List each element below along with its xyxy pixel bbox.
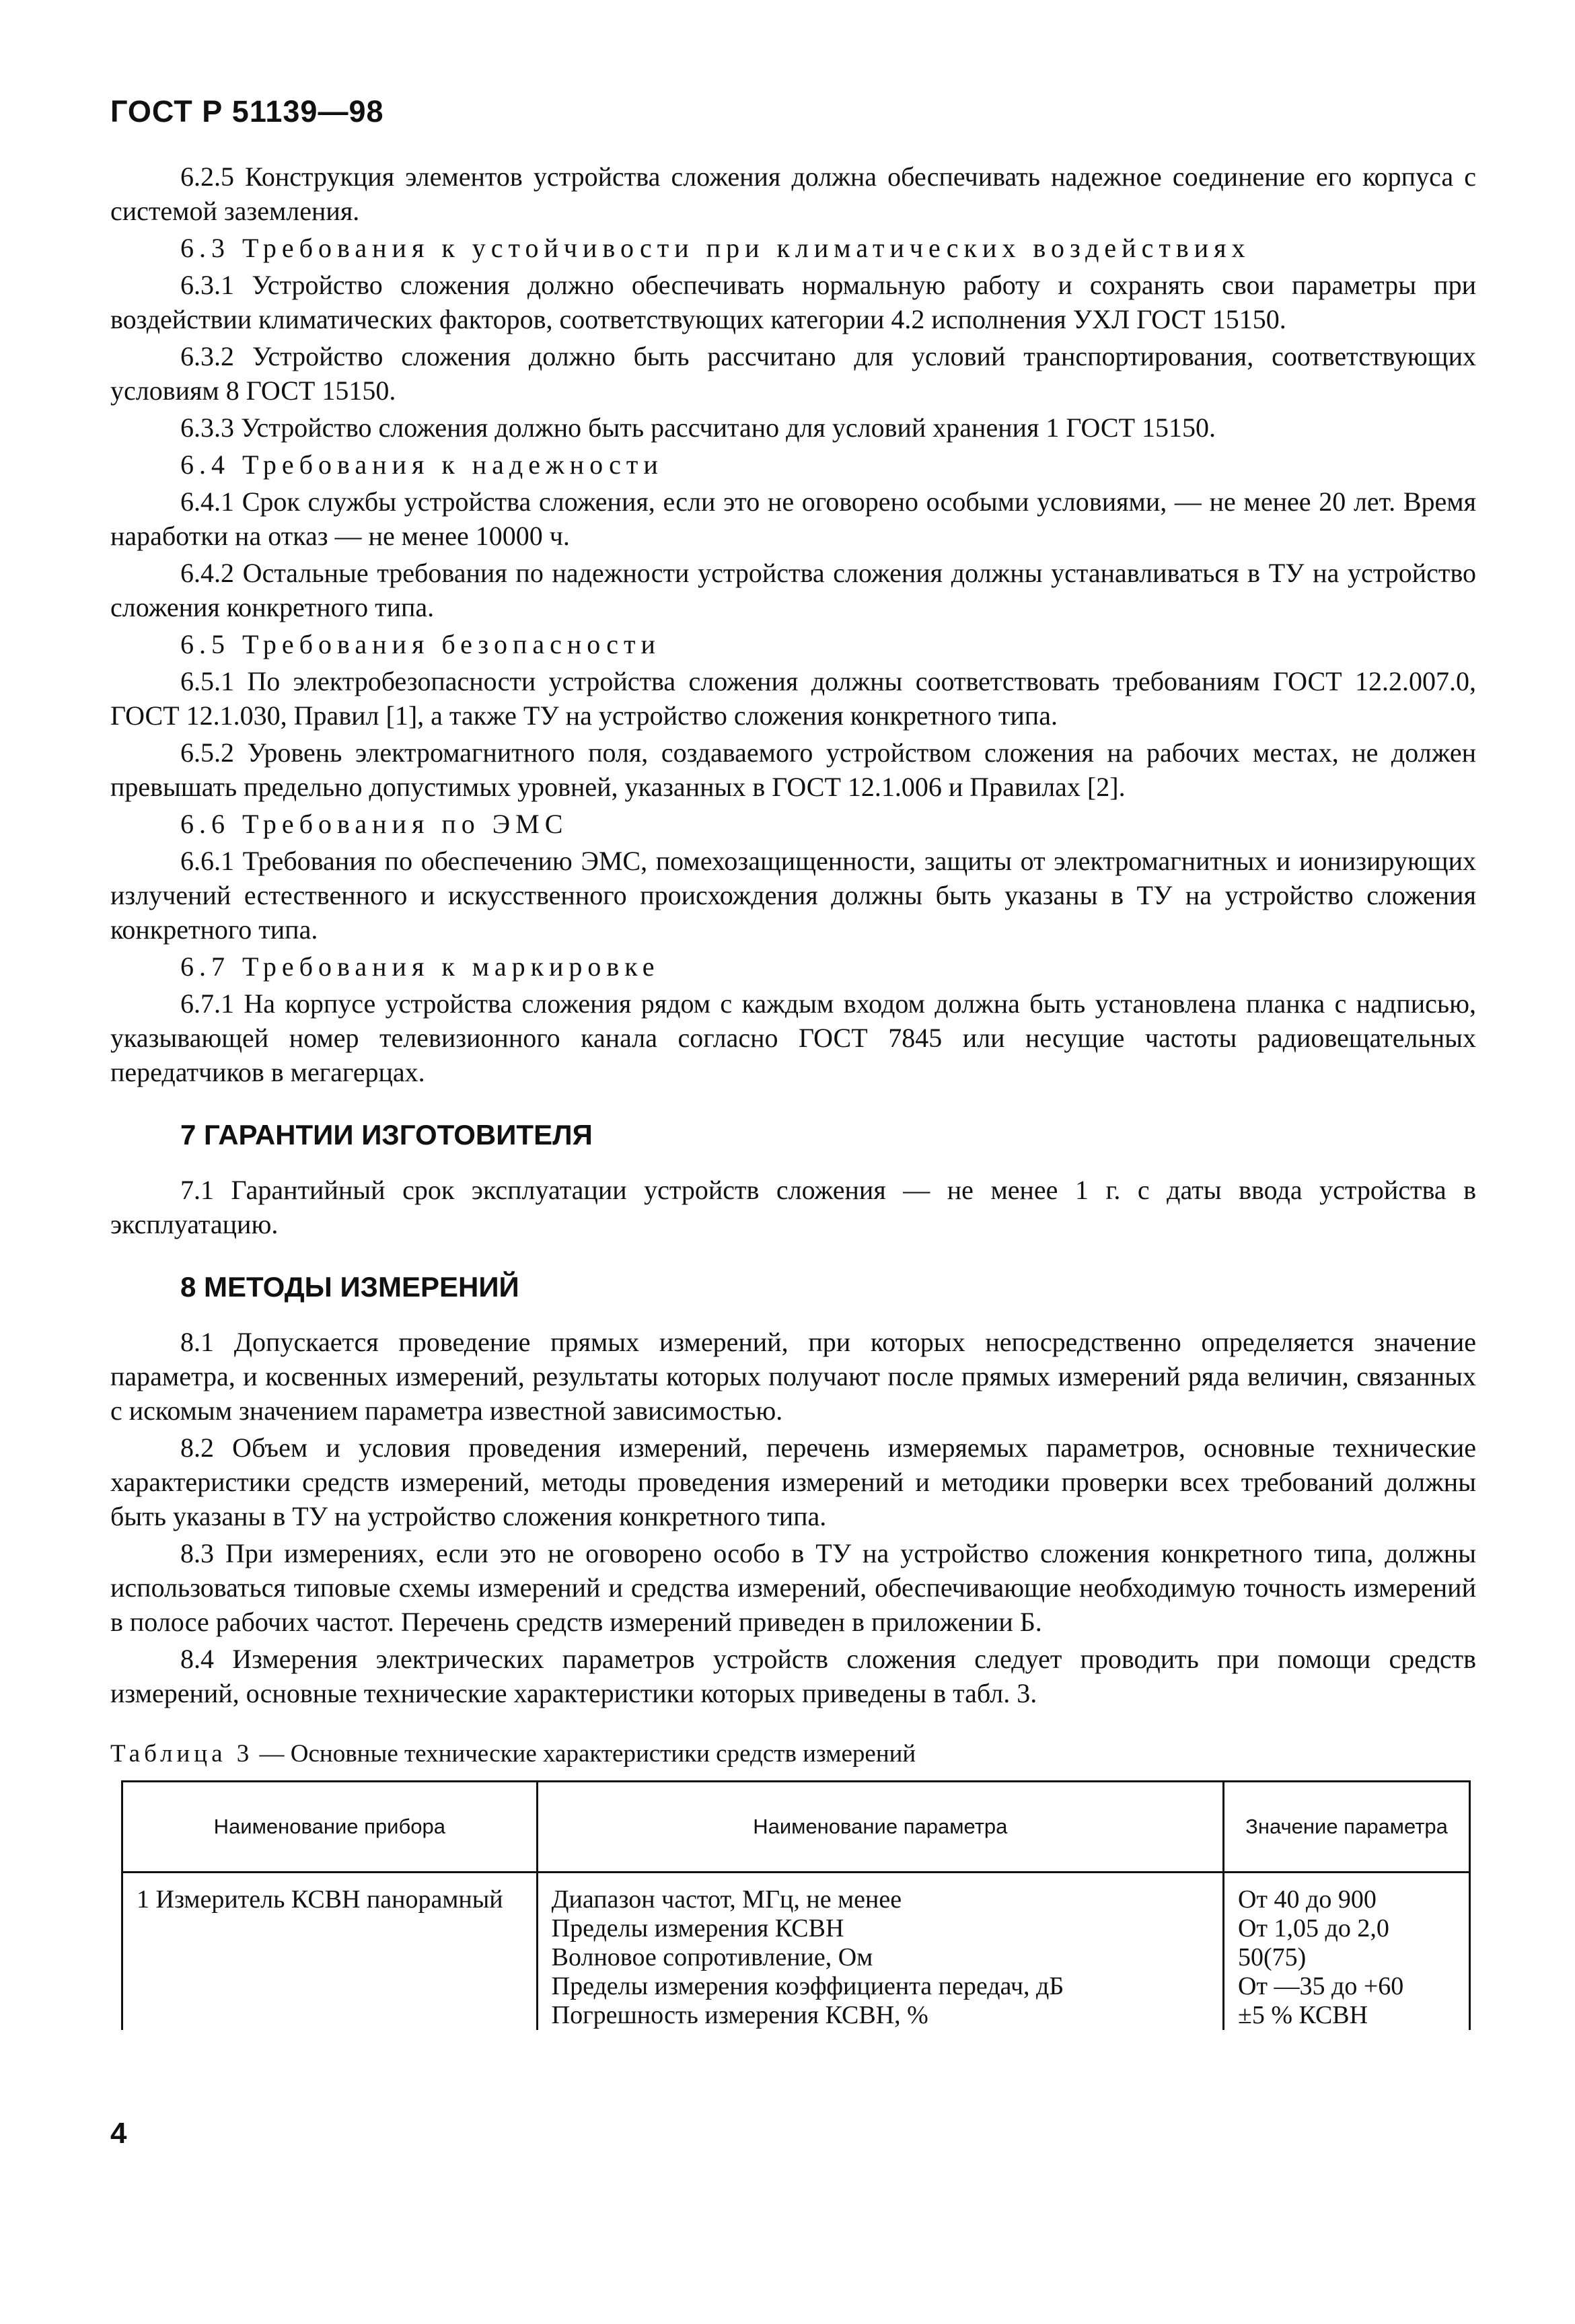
paragraph: 6.4.1 Срок службы устройства сложения, если это не оговорено особыми условиями, — не менее 20 лет. Время наработки на отказ — не менее 10000 ч. <box>110 486 1476 551</box>
table-header-cell: Наименование параметра <box>537 1782 1223 1873</box>
param-name: Погрешность измерения КСВН, % <box>551 2001 928 2029</box>
param-value: От 40 до 900 <box>1237 1885 1377 1914</box>
param-value: 50(75) <box>1237 1943 1307 1971</box>
document-header: ГОСТ Р 51139—98 <box>110 94 384 129</box>
table-cell-values <box>1223 1873 1469 2031</box>
paragraph: 6.3.2 Устройство сложения должно быть рассчитано для условий транспортирования, соответствующих условиям 8 ГОСТ 15150. <box>110 341 1476 406</box>
body-text <box>110 159 1476 1713</box>
param-name: Пределы измерения КСВН <box>551 1914 844 1942</box>
param-name: Волновое сопротивление, Ом <box>551 1943 873 1971</box>
paragraph: 7.1 Гарантийный срок эксплуатации устройств сложения — не менее 1 г. с даты ввода устройства в эксплуатацию. <box>110 1175 1476 1239</box>
paragraph: 8.1 Допускается проведение прямых измерений, при которых непосредственно определяется значение параметра, и косвенных измерений, результаты которых получают после прямых измерений ряда величин, связанных с искомым значением параметра известной зависимостью. <box>110 1327 1476 1426</box>
param-value: От 1,05 до 2,0 <box>1237 1914 1389 1942</box>
paragraph: 6.6.1 Требования по обеспечению ЭМС, помехозащищенности, защиты от электромагнитных и ионизирующих излучений естественного и искусственного происхождения должны быть указаны в ТУ на устройство сложения конкретного типа. <box>110 846 1476 945</box>
paragraph: 8.2 Объем и условия проведения измерений, перечень измеряемых параметров, основные технические характеристики средств измерений, методы проведения измерений и методики проверки всех требований должны быть указаны в ТУ на устройство сложения конкретного типа. <box>110 1432 1476 1531</box>
table-header-row <box>122 1782 1470 1873</box>
param-name: Пределы измерения коэффициента передач, дБ <box>551 1972 1064 2000</box>
section-8-heading: 8 МЕТОДЫ ИЗМЕРЕНИЙ <box>180 1271 519 1303</box>
paragraph: 6.5.2 Уровень электромагнитного поля, создаваемого устройством сложения на рабочих местах, не должен превышать предельно допустимых уровней, указанных в ГОСТ 12.1.006 и Правилах [2]. <box>110 737 1476 802</box>
param-value: ±5 % КСВН <box>1237 2001 1368 2029</box>
param-value: От —35 до +60 <box>1237 1972 1404 2000</box>
paragraph: 6.3.1 Устройство сложения должно обеспечивать нормальную работу и сохранять свои параметры при воздействии климатических факторов, соответствующих категории 4.2 исполнения УХЛ ГОСТ 15150. <box>110 270 1476 334</box>
table-caption-text: — Основные технические характеристики средств измерений <box>253 1740 916 1768</box>
table-cell-params <box>537 1873 1223 2031</box>
paragraph: 8.4 Измерения электрических параметров устройств сложения следует проводить при помощи средств измерений, основные технические характеристики которых приведены в табл. 3. <box>110 1644 1476 1708</box>
table-caption <box>110 1737 916 1771</box>
paragraph: 8.3 При измерениях, если это не оговорено особо в ТУ на устройство сложения конкретного типа, должны использоваться типовые схемы измерений и средства измерений, обеспечивающие необходимую точность измерений в полосе рабочих частот. Перечень средств измерений приведен в приложении Б. <box>110 1538 1476 1637</box>
table-row <box>122 1873 1470 2031</box>
paragraph: 6.5.1 По электробезопасности устройства сложения должны соответствовать требованиям ГОСТ 12.2.007.0, ГОСТ 12.1.030, Правил [1], а также ТУ на устройство сложения конкретного типа. <box>110 666 1476 731</box>
table-header-cell: Значение параметра <box>1223 1782 1469 1873</box>
section-7-heading: 7 ГАРАНТИИ ИЗГОТОВИТЕЛЯ <box>180 1119 593 1151</box>
subsection-heading: 6.7 Требования к маркировке <box>180 951 660 982</box>
paragraph: 6.4.2 Остальные требования по надежности устройства сложения должны устанавливаться в ТУ на устройство сложения конкретного типа. <box>110 558 1476 622</box>
table-header-cell: Наименование прибора <box>122 1782 538 1873</box>
subsection-heading: 6.5 Требования безопасности <box>180 629 661 659</box>
paragraph: 6.3.3 Устройство сложения должно быть рассчитано для условий хранения 1 ГОСТ 15150. <box>180 412 1216 443</box>
table-cell-device: 1 Измеритель КСВН панорамный <box>122 1873 538 2031</box>
measurement-table <box>121 1780 1471 2030</box>
paragraph: 6.7.1 На корпусе устройства сложения рядом с каждым входом должна быть установлена планка с надписью, указывающей номер телевизионного канала согласно ГОСТ 7845 или несущие частоты радиовещательных передатчиков в мегагерцах. <box>110 988 1476 1087</box>
page-number: 4 <box>110 2117 127 2150</box>
param-name: Диапазон частот, МГц, не менее <box>551 1885 902 1914</box>
paragraph: 6.2.5 Конструкция элементов устройства сложения должна обеспечивать надежное соединение его корпуса с системой заземления. <box>110 161 1476 226</box>
subsection-heading: 6.3 Требования к устойчивости при климатических воздействиях <box>180 233 1251 263</box>
subsection-heading: 6.6 Требования по ЭМС <box>180 809 569 839</box>
table-caption-label: Таблица 3 <box>110 1740 254 1768</box>
subsection-heading: 6.4 Требования к надежности <box>180 449 663 480</box>
